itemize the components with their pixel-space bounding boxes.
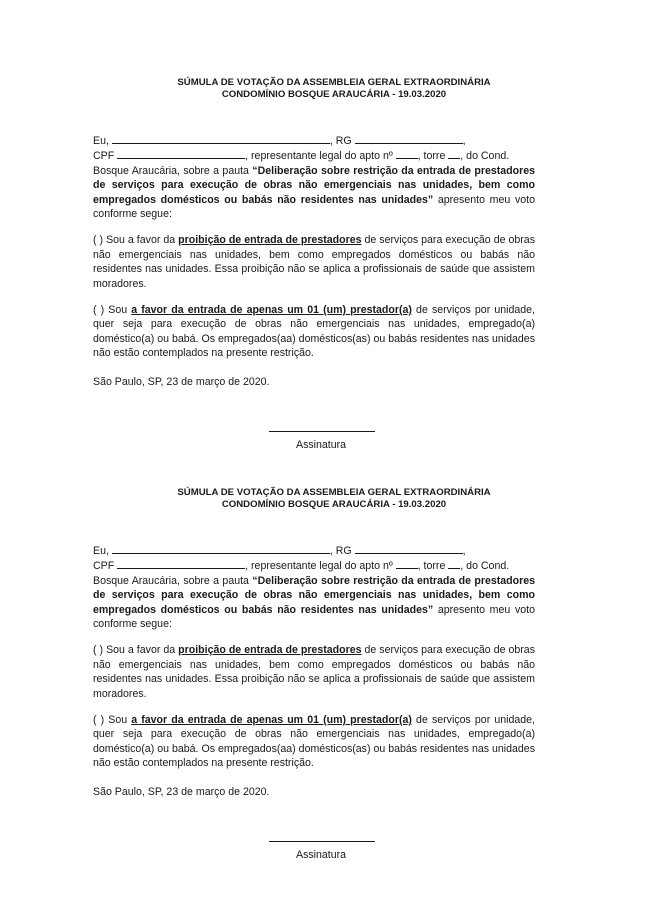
option-1[interactable] [93, 233, 535, 291]
ballot-title-line2: CONDOMÍNIO BOSQUE ARAUCÁRIA - 19.03.2020 [221, 499, 447, 510]
option-1-text: de serviços para execução de obras não emergenciais nas unidades, bem como empregados domésticos ou babás não residentes nas unidades. Essa proibição não se aplica a profissionais de saúde que assistem moradores. [93, 644, 535, 700]
option-1-highlight: proibição de entrada de prestadores [178, 644, 362, 657]
intro-text: Bosque Araucária, sobre a pauta [93, 164, 253, 177]
option-2-checkbox[interactable]: ( ) Sou [93, 714, 132, 727]
torre-blank[interactable] [448, 558, 460, 569]
option-2-text: de serviços por unidade, quer seja para execução de obras não emergenciais nas unidades, empregado(a) doméstico(a) ou babá. Os empregados(aa) domésticos(as) ou babás residentes nas unidades não estão contemplados na presente restrição. [93, 714, 535, 770]
name-rg-line: Eu, , RG , [93, 545, 466, 557]
option-2-text: de serviços por unidade, quer seja para execução de obras não emergenciais nas unidades, empregado(a) doméstico(a) ou babá. Os empregados(aa) domésticos(as) ou babás residentes nas unidades não estão contemplados na presente restrição. [93, 304, 535, 360]
rep-text: , representante legal do apto nº [245, 150, 393, 163]
rg-blank[interactable] [355, 543, 463, 554]
ballot-title-line1: SÚMULA DE VOTAÇÃO DA ASSEMBLEIA GERAL EXTRAORDINÁRIA [177, 77, 491, 88]
name-rg-line: Eu, , RG , [93, 135, 466, 147]
intro-end: apresento meu voto conforme segue: [93, 193, 535, 221]
name-blank[interactable] [112, 543, 330, 554]
rg-label: , RG [329, 545, 352, 557]
cpf-label: CPF [93, 150, 115, 163]
cpf-line [93, 148, 535, 163]
intro-paragraph [93, 164, 535, 222]
rg-blank[interactable] [355, 133, 463, 144]
cpf-label: CPF [93, 560, 115, 573]
intro-end: apresento meu voto conforme segue: [93, 603, 535, 631]
option-2-highlight: a favor da entrada de apenas um 01 (um) prestador(a) [131, 304, 412, 317]
pauta-text: “Deliberação sobre restrição da entrada de prestadores de serviços para execução de obras não emergenciais nas unidades, bem como empregados domésticos ou babás não residentes nas unidades” [93, 574, 536, 616]
signature-label: Assinatura [296, 439, 347, 452]
date-line: São Paulo, SP, 23 de março de 2020. [93, 785, 270, 798]
option-1-highlight: proibição de entrada de prestadores [178, 234, 362, 247]
date-line: São Paulo, SP, 23 de março de 2020. [93, 375, 270, 388]
signature-line[interactable] [269, 431, 375, 432]
option-1-checkbox[interactable]: ( ) Sou a favor da [93, 644, 179, 657]
option-1-checkbox[interactable]: ( ) Sou a favor da [93, 234, 179, 247]
ballot-form-1 [93, 77, 535, 453]
torre-text: , torre [417, 150, 446, 163]
option-1-text: de serviços para execução de obras não emergenciais nas unidades, bem como empregados domésticos ou babás não residentes nas unidades. Essa proibição não se aplica a profissionais de saúde que assistem moradores. [93, 234, 535, 290]
cpf-blank[interactable] [117, 558, 245, 569]
name-blank[interactable] [112, 133, 330, 144]
option-1[interactable] [93, 643, 535, 701]
cond-text: , do Cond. [460, 150, 510, 163]
cpf-blank[interactable] [117, 148, 245, 159]
rg-label: , RG [329, 135, 352, 147]
signature-label: Assinatura [296, 849, 347, 862]
option-2[interactable] [93, 303, 535, 361]
ballot-title-line1: SÚMULA DE VOTAÇÃO DA ASSEMBLEIA GERAL EXTRAORDINÁRIA [177, 487, 491, 498]
apto-blank[interactable] [396, 148, 418, 159]
option-2-highlight: a favor da entrada de apenas um 01 (um) prestador(a) [131, 714, 412, 727]
pauta-text: “Deliberação sobre restrição da entrada de prestadores de serviços para execução de obras não emergenciais nas unidades, bem como empregados domésticos ou babás não residentes nas unidades” [93, 164, 536, 206]
cond-text: , do Cond. [460, 560, 510, 573]
torre-blank[interactable] [448, 148, 460, 159]
intro-text: Bosque Araucária, sobre a pauta [93, 574, 253, 587]
rep-text: , representante legal do apto nº [245, 560, 393, 573]
apto-blank[interactable] [396, 558, 418, 569]
signature-line[interactable] [269, 841, 375, 842]
option-2-checkbox[interactable]: ( ) Sou [93, 304, 132, 317]
cpf-line [93, 558, 535, 573]
torre-text: , torre [417, 560, 446, 573]
eu-label: Eu, [93, 135, 109, 147]
intro-paragraph [93, 574, 535, 632]
eu-label: Eu, [93, 545, 109, 557]
ballot-form-2 [93, 487, 535, 863]
ballot-title-line2: CONDOMÍNIO BOSQUE ARAUCÁRIA - 19.03.2020 [221, 89, 447, 100]
option-2[interactable] [93, 713, 535, 771]
